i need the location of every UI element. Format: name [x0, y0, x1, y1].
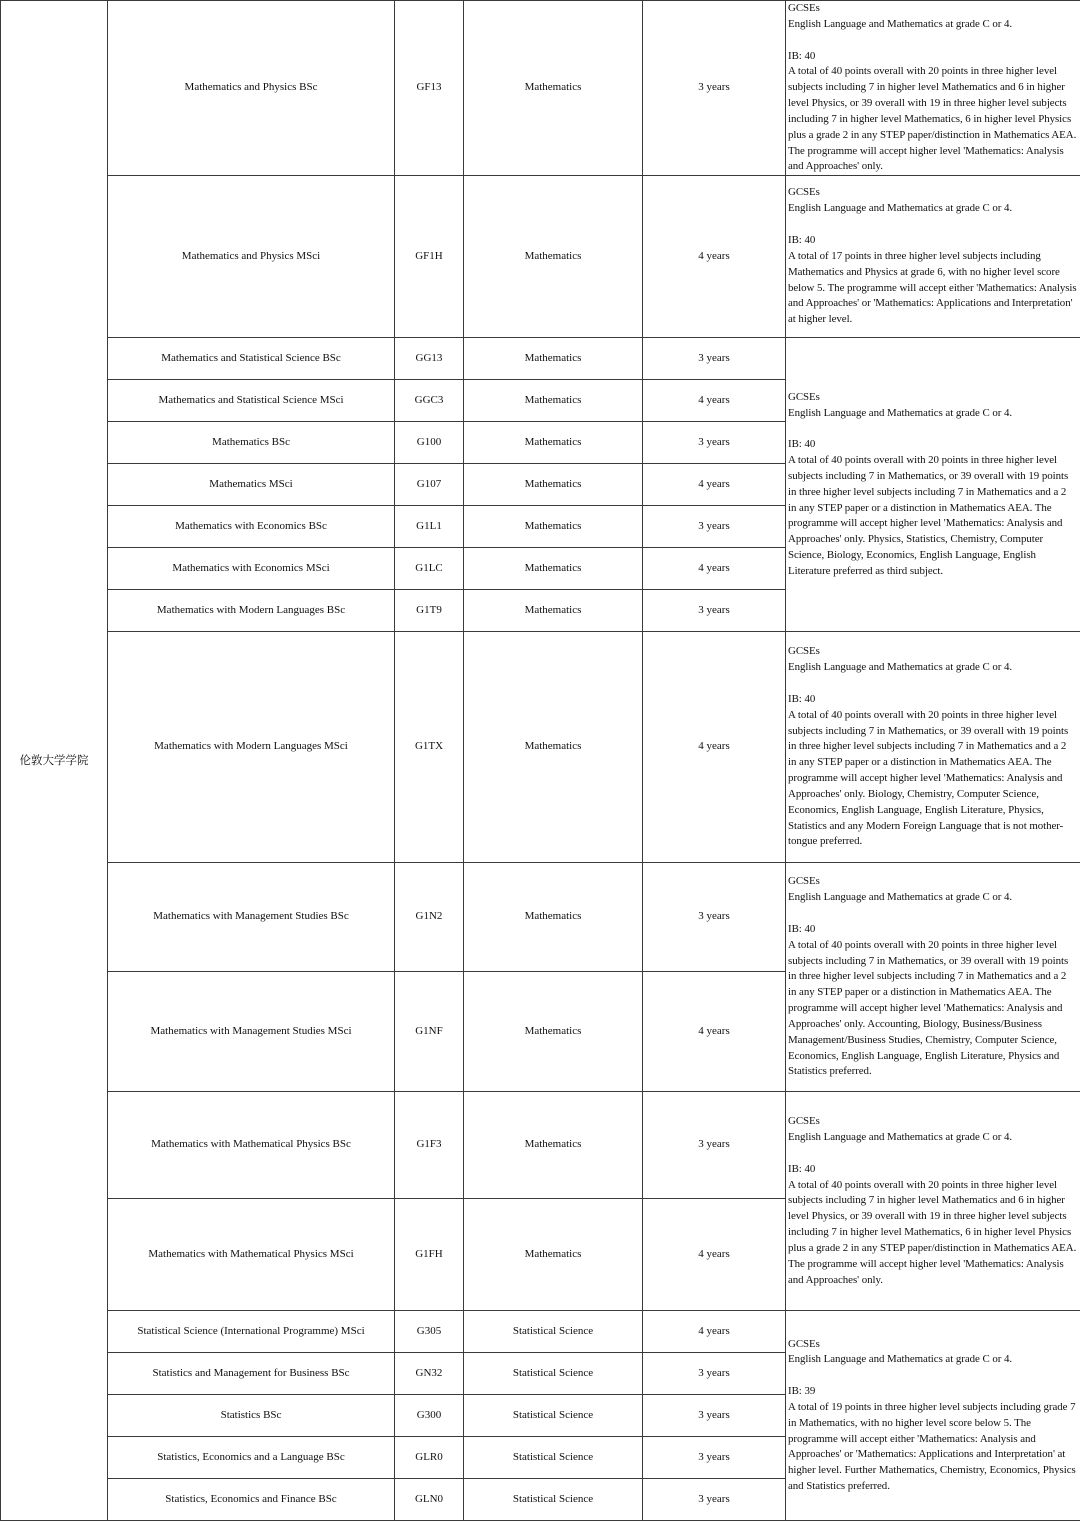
course-name: Mathematics and Physics BSc — [108, 1, 395, 176]
course-name: Mathematics and Statistical Science MSci — [108, 380, 395, 422]
duration: 3 years — [643, 1479, 786, 1521]
department: Mathematics — [464, 548, 643, 590]
table-row — [1, 176, 1080, 338]
duration: 3 years — [643, 590, 786, 632]
course-name: Mathematics with Economics BSc — [108, 506, 395, 548]
department: Mathematics — [464, 338, 643, 380]
course-code: G305 — [395, 1311, 464, 1353]
department: Statistical Science — [464, 1311, 643, 1353]
course-name: Statistics and Management for Business BSc — [108, 1353, 395, 1395]
duration: 3 years — [643, 422, 786, 464]
course-name: Mathematics and Statistical Science BSc — [108, 338, 395, 380]
course-code: G1T9 — [395, 590, 464, 632]
duration: 4 years — [643, 548, 786, 590]
department: Mathematics — [464, 1092, 643, 1199]
course-code: G300 — [395, 1395, 464, 1437]
entry-requirements: GCSEs English Language and Mathematics at grade C or 4. IB: 40 A total of 40 points overall with 20 points in three higher level subjects including 7 in higher level Mathematics and 6 in higher level Physics, or 39 overall with 19 in three higher level subjects including 7 in higher level Mathematics, 6 in higher level Physics plus a grade 2 in any STEP paper/distinction in Mathematics AEA. The programme will accept higher level 'Mathematics: Analysis and Approaches' only. — [786, 1, 1080, 176]
duration: 3 years — [643, 863, 786, 972]
department: Mathematics — [464, 176, 643, 338]
entry-requirements: GCSEs English Language and Mathematics at grade C or 4. IB: 40 A total of 40 points overall with 20 points in three higher level subjects including 7 in Mathematics, or 39 overall with 19 points in three higher level subjects including 7 in Mathematics and a 2 in any STEP paper or a distinction in Mathematics AEA. The programme will accept higher level 'Mathematics: Analysis and Approaches' only. Accounting, Biology, Business/Business Management/Business Studies, Chemistry, Computer Science, Economics, English Language, English Literature, Physics and Statistics preferred. — [786, 863, 1080, 1092]
table-row — [1, 632, 1080, 863]
course-code: GN32 — [395, 1353, 464, 1395]
duration: 3 years — [643, 1092, 786, 1199]
course-code: G1L1 — [395, 506, 464, 548]
course-code: G1TX — [395, 632, 464, 863]
entry-requirements: GCSEs English Language and Mathematics at grade C or 4. IB: 40 A total of 40 points overall with 20 points in three higher level subjects including 7 in higher level Mathematics and 6 in higher level Physics, or 39 overall with 19 in three higher level subjects including 7 in higher level Mathematics, 6 in higher level Physics plus a grade 2 in any STEP paper/distinction in Mathematics AEA. The programme will accept higher level 'Mathematics: Analysis and Approaches' only. — [786, 1092, 1080, 1311]
course-name: Mathematics with Modern Languages MSci — [108, 632, 395, 863]
department: Mathematics — [464, 506, 643, 548]
duration: 3 years — [643, 338, 786, 380]
course-code: G1NF — [395, 972, 464, 1092]
table-row — [1, 1311, 1080, 1353]
department: Mathematics — [464, 972, 643, 1092]
duration: 3 years — [643, 1395, 786, 1437]
department: Statistical Science — [464, 1353, 643, 1395]
duration: 4 years — [643, 632, 786, 863]
table-row — [1, 338, 1080, 380]
department: Statistical Science — [464, 1479, 643, 1521]
course-name: Statistical Science (International Programme) MSci — [108, 1311, 395, 1353]
duration: 4 years — [643, 972, 786, 1092]
course-name: Mathematics with Mathematical Physics MSci — [108, 1199, 395, 1311]
department: Mathematics — [464, 590, 643, 632]
course-name: Mathematics MSci — [108, 464, 395, 506]
entry-requirements: GCSEs English Language and Mathematics at grade C or 4. IB: 40 A total of 40 points overall with 20 points in three higher level subjects including 7 in Mathematics, or 39 overall with 19 points in three higher level subjects including 7 in Mathematics and a 2 in any STEP paper or a distinction in Mathematics AEA. The programme will accept higher level 'Mathematics: Analysis and Approaches' only. Physics, Statistics, Chemistry, Computer Science, Biology, Economics, English Language, English Literature preferred as third subject. — [786, 338, 1080, 632]
course-code: G1N2 — [395, 863, 464, 972]
course-name: Mathematics and Physics MSci — [108, 176, 395, 338]
university-name: 伦敦大学学院 — [1, 1, 108, 1521]
course-code: G1FH — [395, 1199, 464, 1311]
entry-requirements: GCSEs English Language and Mathematics at grade C or 4. IB: 40 A total of 40 points overall with 20 points in three higher level subjects including 7 in Mathematics, or 39 overall with 19 points in three higher level subjects including 7 in Mathematics and a 2 in any STEP paper or a distinction in Mathematics AEA. The programme will accept higher level 'Mathematics: Analysis and Approaches' only. Biology, Chemistry, Computer Science, Economics, English Language, English Literature, Physics, Statistics and any Modern Foreign Language that is not mother-tongue preferred. — [786, 632, 1080, 863]
course-code: GF1H — [395, 176, 464, 338]
course-code: GLR0 — [395, 1437, 464, 1479]
department: Mathematics — [464, 380, 643, 422]
course-name: Statistics, Economics and Finance BSc — [108, 1479, 395, 1521]
course-name: Statistics, Economics and a Language BSc — [108, 1437, 395, 1479]
duration: 4 years — [643, 380, 786, 422]
duration: 4 years — [643, 1199, 786, 1311]
department: Mathematics — [464, 632, 643, 863]
department: Mathematics — [464, 464, 643, 506]
course-code: G107 — [395, 464, 464, 506]
table-row — [1, 1, 1080, 176]
entry-requirements: GCSEs English Language and Mathematics at grade C or 4. IB: 40 A total of 17 points in three higher level subjects including Mathematics and Physics at grade 6, with no higher level score below 5. The programme will accept either 'Mathematics: Analysis and Approaches' or 'Mathematics: Applications and Interpretation' at higher level. — [786, 176, 1080, 338]
duration: 3 years — [643, 1, 786, 176]
department: Statistical Science — [464, 1395, 643, 1437]
course-code: G100 — [395, 422, 464, 464]
duration: 3 years — [643, 506, 786, 548]
table-row — [1, 1092, 1080, 1199]
department: Mathematics — [464, 422, 643, 464]
duration: 3 years — [643, 1353, 786, 1395]
course-name: Mathematics with Mathematical Physics BSc — [108, 1092, 395, 1199]
course-code: GLN0 — [395, 1479, 464, 1521]
course-code: GF13 — [395, 1, 464, 176]
entry-requirements: GCSEs English Language and Mathematics at grade C or 4. IB: 39 A total of 19 points in three higher level subjects including grade 7 in Mathematics, with no higher level score below 5. The programme will accept either 'Mathematics: Analysis and Approaches' or 'Mathematics: Applications and Interpretation' at higher level. Further Mathematics, Chemistry, Economics, Physics and Statistics preferred. — [786, 1311, 1080, 1521]
duration: 3 years — [643, 1437, 786, 1479]
department: Mathematics — [464, 1199, 643, 1311]
department: Mathematics — [464, 1, 643, 176]
department: Statistical Science — [464, 1437, 643, 1479]
table-row — [1, 863, 1080, 972]
course-name: Statistics BSc — [108, 1395, 395, 1437]
course-name: Mathematics with Modern Languages BSc — [108, 590, 395, 632]
course-name: Mathematics BSc — [108, 422, 395, 464]
course-code: GGC3 — [395, 380, 464, 422]
course-code: GG13 — [395, 338, 464, 380]
course-name: Mathematics with Economics MSci — [108, 548, 395, 590]
course-code: G1LC — [395, 548, 464, 590]
course-name: Mathematics with Management Studies MSci — [108, 972, 395, 1092]
department: Mathematics — [464, 863, 643, 972]
course-name: Mathematics with Management Studies BSc — [108, 863, 395, 972]
duration: 4 years — [643, 176, 786, 338]
duration: 4 years — [643, 464, 786, 506]
course-code: G1F3 — [395, 1092, 464, 1199]
duration: 4 years — [643, 1311, 786, 1353]
